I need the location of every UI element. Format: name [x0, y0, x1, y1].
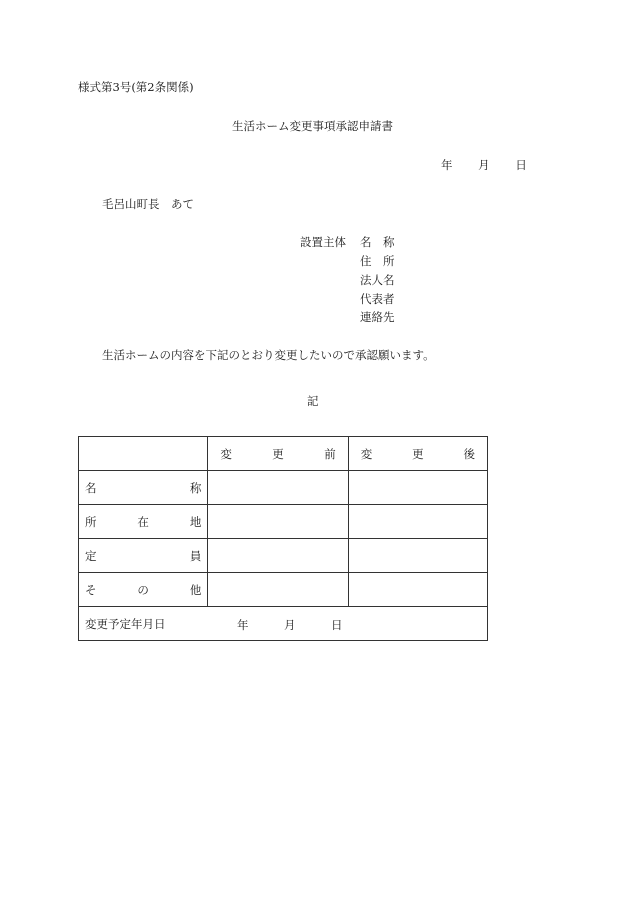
ki-heading: 記: [307, 394, 319, 408]
row-label-capacity: [79, 539, 208, 573]
change-table: [78, 436, 488, 641]
before-cell-other[interactable]: [208, 573, 348, 607]
header-after: [348, 437, 487, 471]
body-text: 生活ホームの内容を下記のとおり変更したいので承認願います。: [102, 348, 435, 362]
row-label-char: 所: [85, 514, 97, 529]
scheduled-date-day: 日: [331, 618, 343, 632]
header-after-char: 後: [463, 446, 475, 461]
row-label-char: 員: [189, 548, 202, 563]
after-cell-other[interactable]: [348, 573, 487, 607]
header-before-char: 変: [220, 446, 232, 461]
table-row: [79, 505, 488, 539]
applicant-heading: 設置主体: [300, 235, 346, 249]
applicant-field-address: 住 所: [360, 254, 395, 268]
header-before-char: 前: [324, 446, 336, 461]
row-label-char: 地: [189, 514, 202, 529]
row-label-char: 定: [85, 548, 97, 563]
row-label-char: 他: [189, 582, 202, 597]
scheduled-date-month: 月: [284, 618, 296, 632]
table-row: [79, 539, 488, 573]
after-cell-name[interactable]: [348, 471, 487, 505]
row-label-char: 在: [137, 514, 149, 529]
header-before: [208, 437, 348, 471]
header-after-char: 更: [412, 446, 424, 461]
header-after-char: 変: [360, 446, 373, 461]
row-label-char: 称: [189, 480, 202, 495]
scheduled-date-label: 変更予定年月日: [85, 616, 166, 631]
table-header-row: [79, 437, 488, 471]
applicant-field-contact: 連絡先: [360, 310, 395, 324]
row-label-char: の: [137, 582, 149, 597]
header-blank-cell: [79, 437, 208, 471]
scheduled-date-cell[interactable]: [79, 607, 488, 641]
header-before-char: 更: [272, 446, 284, 461]
table-row: [79, 573, 488, 607]
row-label-name: [79, 471, 208, 505]
row-label-char: 名: [85, 480, 97, 495]
form-number: 様式第3号(第2条関係): [78, 80, 194, 94]
table-row: [79, 471, 488, 505]
date-day: 日: [515, 158, 527, 172]
document-title: 生活ホーム変更事項承認申請書: [232, 119, 393, 133]
scheduled-date-year: 年: [237, 618, 249, 632]
before-cell-capacity[interactable]: [208, 539, 348, 573]
date-month: 月: [478, 158, 490, 172]
row-label-other: [79, 573, 208, 607]
before-cell-name[interactable]: [208, 471, 348, 505]
date-year: 年: [441, 158, 453, 172]
before-cell-location[interactable]: [208, 505, 348, 539]
addressee: 毛呂山町長 あて: [102, 197, 194, 211]
row-label-location: [79, 505, 208, 539]
date-line: [441, 160, 527, 172]
applicant-field-corporation: 法人名: [360, 273, 395, 287]
applicant-field-name: 名 称: [360, 235, 395, 249]
row-label-char: そ: [85, 582, 97, 597]
after-cell-capacity[interactable]: [348, 539, 487, 573]
after-cell-location[interactable]: [348, 505, 487, 539]
table-row-scheduled-date: [79, 607, 488, 641]
applicant-field-representative: 代表者: [360, 292, 395, 306]
